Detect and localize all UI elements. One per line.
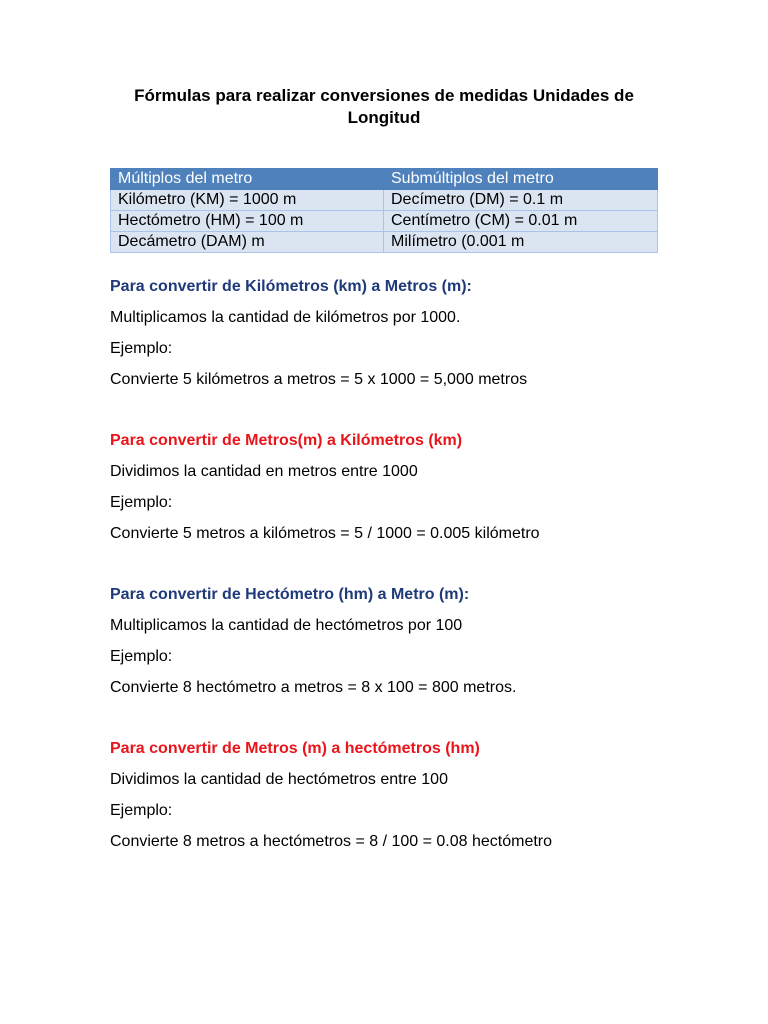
table-cell: Kilómetro (KM) = 1000 m	[111, 190, 384, 211]
example-label: Ejemplo:	[110, 802, 173, 819]
example-label: Ejemplo:	[110, 494, 173, 511]
units-table	[110, 168, 658, 253]
title-line-1: Fórmulas para realizar conversiones de medidas Unidades de	[134, 86, 634, 105]
document-title	[100, 85, 668, 129]
section-rule: Dividimos la cantidad en metros entre 1000	[110, 463, 418, 480]
section-rule: Dividimos la cantidad de hectómetros entre 100	[110, 771, 448, 788]
table-cell: Milímetro (0.001 m	[384, 232, 658, 253]
table-row	[111, 232, 658, 253]
section-rule: Multiplicamos la cantidad de hectómetros por 100	[110, 617, 463, 634]
section-hm-to-m	[110, 579, 710, 703]
example-text: Convierte 5 metros a kilómetros = 5 / 1000 = 0.005 kilómetro	[110, 525, 540, 542]
table-cell: Decímetro (DM) = 0.1 m	[384, 190, 658, 211]
section-heading: Para convertir de Hectómetro (hm) a Metro (m):	[110, 586, 470, 603]
section-m-to-hm	[110, 733, 710, 857]
section-m-to-km	[110, 425, 710, 549]
table-cell: Hectómetro (HM) = 100 m	[111, 211, 384, 232]
section-rule: Multiplicamos la cantidad de kilómetros por 1000.	[110, 309, 461, 326]
section-heading: Para convertir de Metros(m) a Kilómetros (km)	[110, 432, 463, 449]
header-multiples: Múltiplos del metro	[111, 169, 384, 190]
section-km-to-m	[110, 271, 710, 395]
table-row	[111, 211, 658, 232]
section-heading: Para convertir de Metros (m) a hectómetros (hm)	[110, 740, 480, 757]
section-heading: Para convertir de Kilómetros (km) a Metros (m):	[110, 278, 472, 295]
example-text: Convierte 8 metros a hectómetros = 8 / 100 = 0.08 hectómetro	[110, 833, 553, 850]
example-text: Convierte 5 kilómetros a metros = 5 x 1000 = 5,000 metros	[110, 371, 528, 388]
table-cell: Centímetro (CM) = 0.01 m	[384, 211, 658, 232]
table-header-row	[111, 169, 658, 190]
table-cell: Decámetro (DAM) m	[111, 232, 384, 253]
table-row	[111, 190, 658, 211]
header-submultiples: Submúltiplos del metro	[384, 169, 658, 190]
example-label: Ejemplo:	[110, 648, 173, 665]
example-text: Convierte 8 hectómetro a metros = 8 x 100 = 800 metros.	[110, 679, 517, 696]
title-line-2: Longitud	[347, 108, 421, 127]
example-label: Ejemplo:	[110, 340, 173, 357]
